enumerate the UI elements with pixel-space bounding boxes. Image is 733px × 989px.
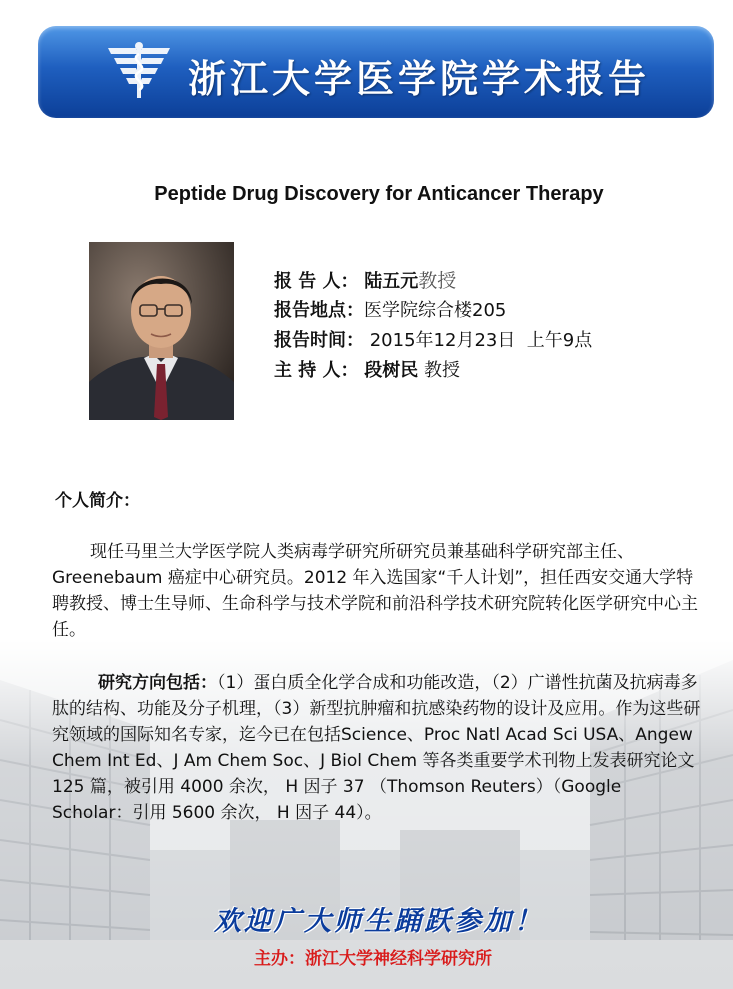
speaker-label: 报 告 人： (274, 271, 359, 292)
talk-title: Peptide Drug Discovery for Anticancer Therapy (154, 183, 604, 205)
header-banner (38, 26, 714, 118)
speaker-title: 教授 (418, 270, 457, 292)
location-row (274, 296, 592, 326)
research-lead: 研究方向包括： (98, 673, 217, 693)
speaker-name: 陆五元 (364, 271, 419, 292)
bio-heading: 个人简介： (55, 491, 140, 511)
time-label: 报告时间： (274, 330, 364, 351)
organizer-text: 主办：浙江大学神经科学研究所 (254, 949, 492, 969)
welcome-slogan: 欢迎广大师生踊跃参加！ (214, 906, 544, 937)
zju-medical-logo-icon (106, 40, 172, 102)
location-label: 报告地点： (274, 300, 364, 321)
banner-title: 浙江大学医学院学术报告 (188, 57, 651, 101)
bio-paragraph-1: 现任马里兰大学医学院人类病毒学研究所研究员兼基础科学研究部主任、Greenebaum 癌症中心研究员。2012 年入选国家“千人计划”，担任西安交通大学特聘教授、博士生导师、生命科学与技术学院和前沿科学技术研究院转化医学研究中心主任。 (52, 542, 698, 640)
time-row (274, 326, 592, 356)
speaker-row (274, 266, 592, 296)
location-value: 医学院综合楼205 (364, 300, 507, 321)
bio-paragraph-2 (52, 670, 702, 826)
talk-info (274, 266, 592, 386)
time-value: 2015年12月23日 上午9点 (369, 330, 593, 351)
host-name: 段树民 (364, 360, 419, 381)
research-text: （1）蛋白质全化学合成和功能改造，（2）广谱性抗菌及抗病毒多肽的结构、功能及分子机理，（3）新型抗肿瘤和抗感染药物的设计及应用。作为这些研究领域的国际知名专家，迄今已在包括Science、Proc Natl Acad Sci USA、Angew Chem Int Ed、J Am Chem Soc、J Biol Chem 等各类重要学术刊物上发表研究论文 125 篇，被引用 4000 余次， H 因子 37 （Thomson Reuters）（Google Scholar：引用 5600 余次， H 因子 44）。 (52, 673, 701, 823)
host-row (274, 356, 592, 386)
host-label: 主 持 人： (274, 360, 359, 381)
speaker-photo (89, 242, 234, 420)
host-title: 教授 (424, 360, 461, 381)
